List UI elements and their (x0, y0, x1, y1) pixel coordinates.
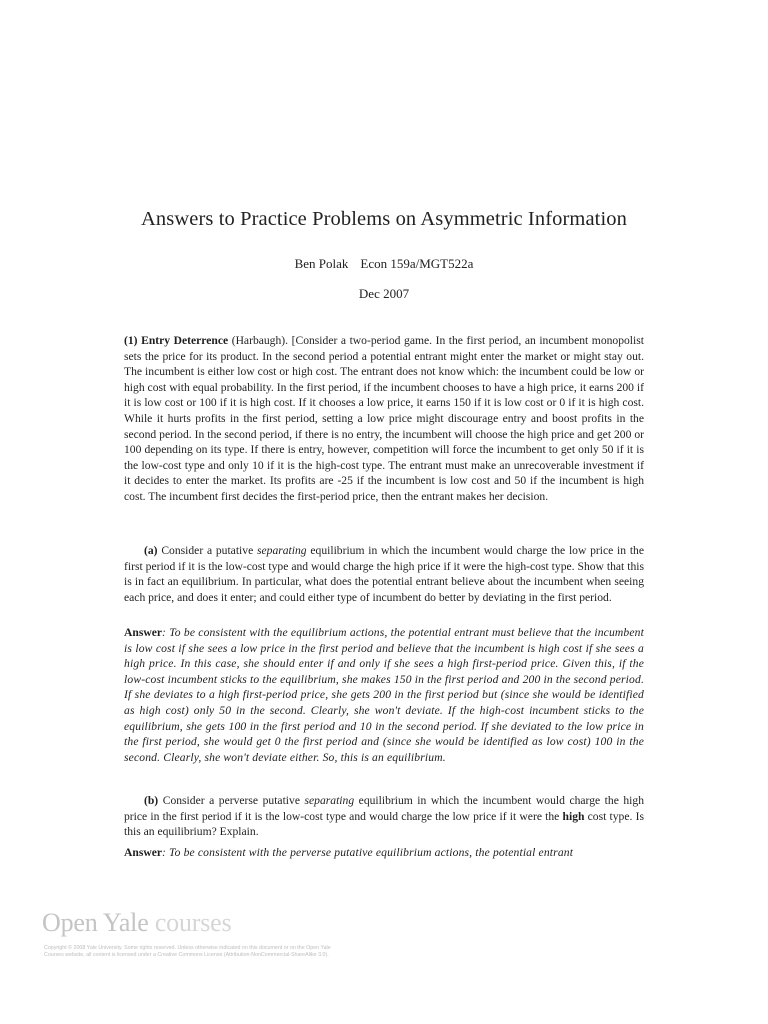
part-b-answer-text: : To be consistent with the perverse putative equilibrium actions, the potential entrant (162, 846, 574, 859)
logo-sub-text: courses (154, 908, 232, 937)
part-b-text-before: Consider a perverse putative (162, 794, 300, 807)
copyright-notice (44, 945, 424, 959)
part-b-italic-word: separating (304, 794, 355, 807)
part-b-label: (b) (144, 794, 159, 807)
problem-heading: Entry Deterrence (141, 334, 229, 347)
part-a-label: (a) (144, 544, 158, 557)
author-line (0, 256, 768, 272)
copyright-line-1: Copyright © 2008 Yale University. Some rights reserved. Unless otherwise indicated on this document or on the Open Yale (44, 945, 331, 951)
problem-number: (1) (124, 334, 138, 347)
problem-source: (Harbaugh). (231, 334, 289, 347)
part-a-answer-label: Answer (124, 626, 162, 639)
part-a-answer (124, 625, 644, 765)
copyright-line-2: Courses website, all content is licensed under a Creative Commons License (Attribution-NonCommercial-ShareAlike 3.0). (44, 952, 329, 958)
open-yale-courses-logo (42, 908, 231, 938)
part-b-question (124, 793, 644, 840)
part-a-text-before: Consider a putative (161, 544, 254, 557)
part-a-answer-text: : To be consistent with the equilibrium actions, the potential entrant must believe that the incumbent is low cost if she sees a low price in the first period and believe that the incumbent is high cost if she sees a high price. In this case, she should enter if and only if she sees a high first-period price. Given this, if the low-cost incumbent sticks to the equilibrium, she makes 150 in the first period and 200 in the second period. If she deviates to a high first-period price, she gets 200 in the first period but (since she would be identified as high cost) only 50 in the second. Clearly, she won't deviate. If the high-cost incumbent sticks to the equilibrium, she gets 100 in the first period and 10 in the second period. If she deviated to the low price in the first period, she would get 0 the first period and (since she would be identified as low cost) 100 in the second. Clearly, she won't deviate either. So, this is an equilibrium. (124, 626, 644, 764)
author-name: Ben Polak (294, 256, 349, 271)
part-b-answer-label: Answer (124, 846, 162, 859)
part-a-italic-word: separating (257, 544, 307, 557)
part-b-text-after: cost type. Is this an equilibrium? Explain. (124, 809, 644, 839)
part-b-text-middle: equilibrium in which the incumbent would charge the high price in the first period if it is the low-cost type and would charge the low price if it were the (124, 794, 644, 823)
part-a-question (124, 543, 644, 605)
course-code: Econ 159a/MGT522a (360, 256, 474, 271)
document-date: Dec 2007 (358, 286, 410, 301)
part-a-text-after: equilibrium in which the incumbent would charge the low price in the first period if it is the low-cost type and would charge the high price if it were the high-cost type. Show that this is in fact an equilibrium. In particular, what does the potential entrant believe about the incumbent when seeing each price, and does it enter; and could either type of incumbent do better by deviating in the first period. (124, 544, 645, 604)
logo-main-text: Open Yale (42, 908, 149, 937)
part-b-answer (124, 845, 644, 861)
problem-1-paragraph (124, 333, 644, 505)
part-b-bold-word: high (562, 809, 585, 823)
document-title: Answers to Practice Problems on Asymmetric Information (141, 208, 627, 230)
problem-text: [Consider a two-period game. In the first period, an incumbent monopolist sets the price for its product. In the second period a potential entrant might enter the market or might stay out. The incumbent is either low cost or high cost. The entrant does not know which: the incumbent could be low or high cost with equal probability. In the first period, if the incumbent chooses to have a high price, it earns 200 if it is low cost or 100 if it is high cost. If it chooses a low price, it earns 150 if it is low cost or 0 if it is high cost. While it hurts profits in the first period, setting a low price might discourage entry and boost profits in the second period. In the second period, if there is no entry, the incumbent will choose the high price and get 200 or 100 depending on its type. If there is entry, however, competition will force the incumbent to get only 50 if it is the low-cost type and only 10 if it is the high-cost type. The entrant must make an unrecoverable investment if it decides to enter the market. Its profits are -25 if the incumbent is low cost and 50 if the incumbent is high cost. The incumbent first decides the first-period price, then the entrant makes her decision. (124, 334, 644, 503)
